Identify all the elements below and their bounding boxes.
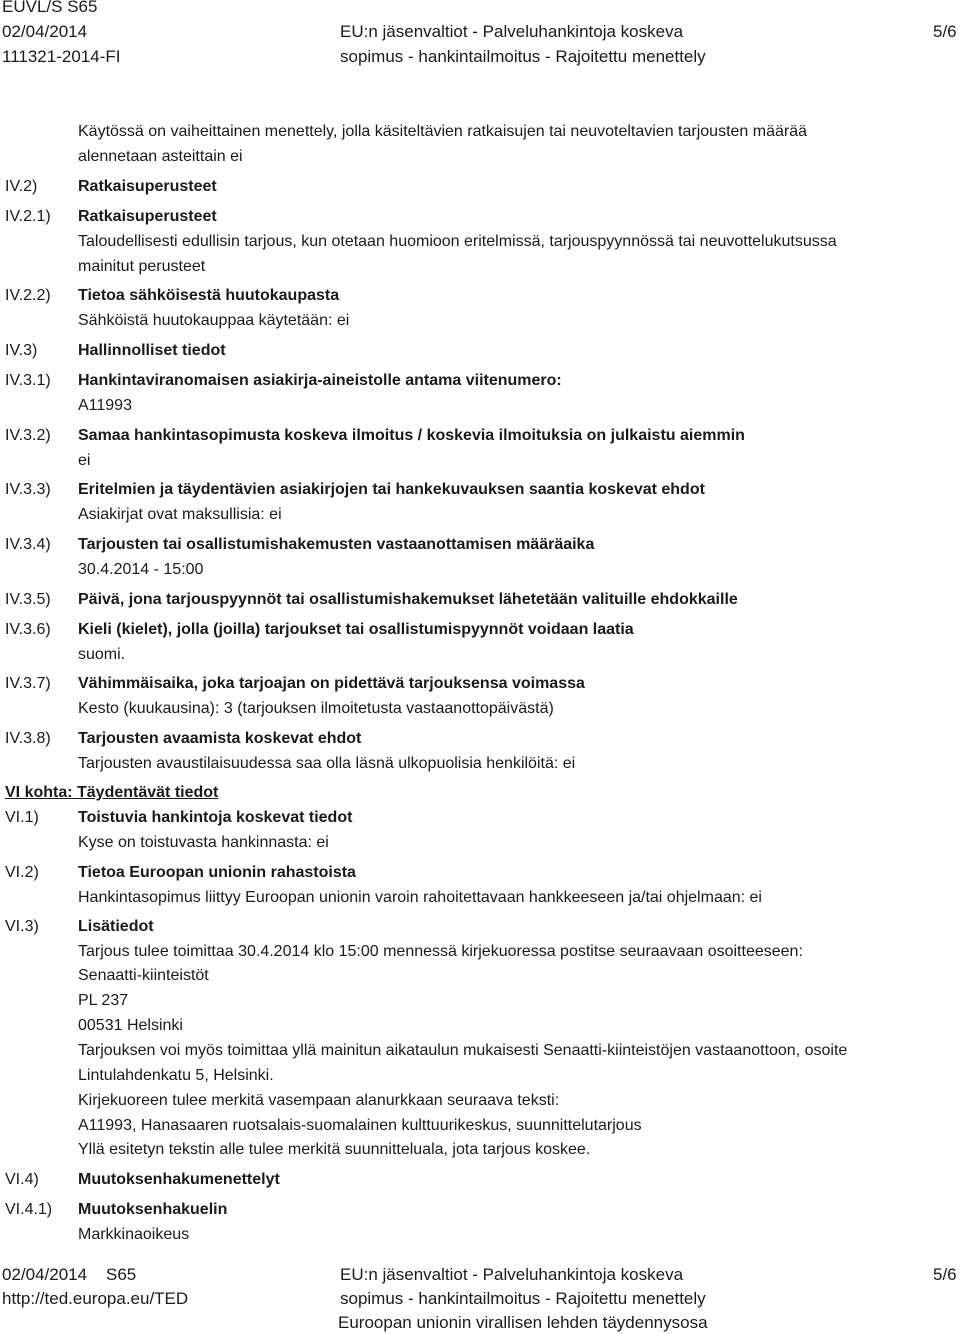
section-title-vi41: Muutoksenhakuelin xyxy=(78,1201,228,1218)
section-text-vi3-line5: Tarjouksen voi myös toimittaa yllä mainitun aikataulun mukaisesti Senaatti-kiinteistöjen vastaanottoon, osoite xyxy=(78,1042,848,1059)
intro-line-1: Käytössä on vaiheittainen menettely, jolla käsiteltävien ratkaisujen tai neuvoteltavien tarjousten määrää xyxy=(78,123,808,140)
section-text-vi2: Hankintasopimus liittyy Euroopan unionin varoin rahoitettavaan hankkeeseen ja/tai ohjelmaan: ei xyxy=(78,889,762,906)
section-text-vi1: Kyse on toistuvasta hankinnasta: ei xyxy=(78,834,329,851)
section-label-iv34: IV.3.4) xyxy=(5,536,51,553)
section-title-vi2: Tietoa Euroopan unionin rahastoista xyxy=(78,864,356,881)
section-title-iv38: Tarjousten avaamista koskevat ehdot xyxy=(78,730,362,747)
section-text-iv22: Sähköistä huutokauppaa käytetään: ei xyxy=(78,312,350,329)
header-date: 02/04/2014 xyxy=(2,22,88,41)
section-label-iv37: IV.3.7) xyxy=(5,675,51,692)
header-doc-type: EUVL/S S65 xyxy=(2,0,98,16)
footer-title-line1: EU:n jäsenvaltiot - Palveluhankintoja koskeva xyxy=(340,1265,684,1284)
section-label-iv3: IV.3) xyxy=(5,342,38,359)
section-text-vi3-line7: Kirjekuoreen tulee merkitä vasempaan alanurkkaan seuraava teksti: xyxy=(78,1092,560,1109)
section-title-iv32: Samaa hankintasopimusta koskeva ilmoitus / koskevia ilmoituksia on julkaistu aiemmin xyxy=(78,427,745,444)
section-title-iv2: Ratkaisuperusteet xyxy=(78,178,217,195)
section-label-vi3: VI.3) xyxy=(5,918,39,935)
header-title-line2: sopimus - hankintailmoitus - Rajoitettu menettely xyxy=(340,47,706,66)
section-title-iv36: Kieli (kielet), jolla (joilla) tarjoukset tai osallistumispyynnöt voidaan laatia xyxy=(78,621,634,638)
section-title-iv37: Vähimmäisaika, joka tarjoajan on pidettävä tarjouksensa voimassa xyxy=(78,675,585,692)
section-label-iv2: IV.2) xyxy=(5,178,38,195)
section-heading-vi: VI kohta: Täydentävät tiedot xyxy=(5,784,219,801)
section-text-vi3-line3: PL 237 xyxy=(78,992,129,1009)
intro-line-2: alennetaan asteittain ei xyxy=(78,148,243,165)
section-label-iv33: IV.3.3) xyxy=(5,481,51,498)
section-title-iv35: Päivä, jona tarjouspyynnöt tai osallistumishakemukset lähetetään valituille ehdokkaille xyxy=(78,591,738,608)
section-text-iv21-line1: Taloudellisesti edullisin tarjous, kun otetaan huomioon eritelmissä, tarjouspyynnössä tai neuvottelukutsussa xyxy=(78,233,837,250)
section-title-vi1: Toistuvia hankintoja koskevat tiedot xyxy=(78,809,353,826)
footer-url-link[interactable]: http://ted.europa.eu/TED xyxy=(2,1289,189,1308)
header-page-number: 5/6 xyxy=(933,22,957,41)
section-text-vi3-line8: A11993, Hanasaaren ruotsalais-suomalainen kulttuurikeskus, suunnittelutarjous xyxy=(78,1117,642,1134)
section-text-iv36: suomi. xyxy=(78,646,126,663)
section-text-vi3-line6: Lintulahdenkatu 5, Helsinki. xyxy=(78,1067,274,1084)
section-title-iv3: Hallinnolliset tiedot xyxy=(78,342,226,359)
header-title-line1: EU:n jäsenvaltiot - Palveluhankintoja koskeva xyxy=(340,22,684,41)
header-doc-id: 111321-2014-FI xyxy=(2,47,121,66)
section-text-iv37: Kesto (kuukausina): 3 (tarjouksen ilmoitetusta vastaanottopäivästä) xyxy=(78,700,554,717)
section-label-iv35: IV.3.5) xyxy=(5,591,51,608)
section-text-vi3-line4: 00531 Helsinki xyxy=(78,1017,183,1034)
section-title-iv34: Tarjousten tai osallistumishakemusten vastaanottamisen määräaika xyxy=(78,536,595,553)
section-label-iv32: IV.3.2) xyxy=(5,427,51,444)
section-label-vi4: VI.4) xyxy=(5,1171,39,1188)
section-title-vi4: Muutoksenhakumenettelyt xyxy=(78,1171,280,1188)
footer-page-number: 5/6 xyxy=(933,1265,957,1284)
section-text-iv34: 30.4.2014 - 15:00 xyxy=(78,561,204,578)
section-text-iv38: Tarjousten avaustilaisuudessa saa olla läsnä ulkopuolisia henkilöitä: ei xyxy=(78,755,576,772)
section-text-vi3-line1: Tarjous tulee toimittaa 30.4.2014 klo 15:00 mennessä kirjekuoressa postitse seuraavaan osoitteeseen: xyxy=(78,943,803,960)
section-text-vi3-line2: Senaatti-kiinteistöt xyxy=(78,967,209,984)
section-title-vi3: Lisätiedot xyxy=(78,918,154,935)
section-text-iv33: Asiakirjat ovat maksullisia: ei xyxy=(78,506,282,523)
section-label-vi41: VI.4.1) xyxy=(5,1201,53,1218)
section-title-iv21: Ratkaisuperusteet xyxy=(78,208,217,225)
section-label-iv31: IV.3.1) xyxy=(5,372,51,389)
section-label-iv22: IV.2.2) xyxy=(5,287,51,304)
footer-title-line2: sopimus - hankintailmoitus - Rajoitettu menettely xyxy=(340,1289,706,1308)
footer-title-line3: Euroopan unionin virallisen lehden täydennysosa xyxy=(338,1313,708,1332)
section-label-vi2: VI.2) xyxy=(5,864,39,881)
section-label-vi1: VI.1) xyxy=(5,809,39,826)
section-title-iv22: Tietoa sähköisestä huutokaupasta xyxy=(78,287,340,304)
section-title-iv31: Hankintaviranomaisen asiakirja-aineistolle antama viitenumero: xyxy=(78,372,562,389)
section-label-iv36: IV.3.6) xyxy=(5,621,51,638)
footer-date-code: 02/04/2014 S65 xyxy=(2,1265,137,1284)
section-title-iv33: Eritelmien ja täydentävien asiakirjojen tai hankekuvauksen saantia koskevat ehdot xyxy=(78,481,705,498)
section-text-vi41: Markkinaoikeus xyxy=(78,1226,190,1243)
section-label-iv21: IV.2.1) xyxy=(5,208,51,225)
section-text-vi3-line9: Yllä esitetyn tekstin alle tulee merkitä suunnitteluala, jota tarjous koskee. xyxy=(78,1141,591,1158)
section-text-iv32: ei xyxy=(78,452,91,469)
section-text-iv31: A11993 xyxy=(78,397,132,414)
section-text-iv21-line2: mainitut perusteet xyxy=(78,258,206,275)
section-label-iv38: IV.3.8) xyxy=(5,730,51,747)
